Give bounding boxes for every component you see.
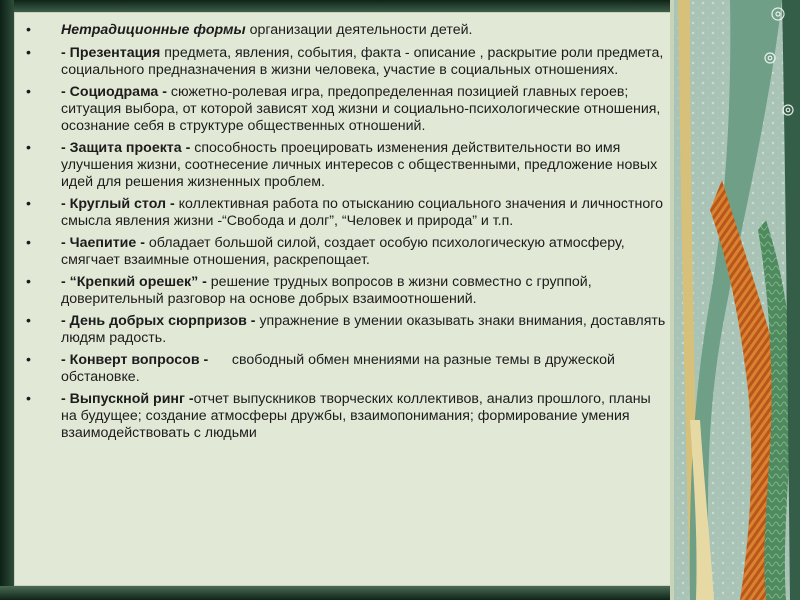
list-item xyxy=(26,391,668,442)
bullet-marker: • xyxy=(26,22,31,38)
item-text: коллективная работа по отысканию социального значения и личностного смысла явления жизни -“Свобода и долг”, “Человек и природа” и т.п. xyxy=(61,196,664,229)
item-heading: Нетрадиционные формы xyxy=(61,22,246,38)
item-text: обладает большой силой, создает особую психологическую атмосферу, смягчает взаимные отношения, раскрепощает. xyxy=(61,235,625,268)
item-heading: - Конверт вопросов - xyxy=(61,352,209,368)
bullet-marker: • xyxy=(26,196,31,212)
item-text: отчет выпускников творческих коллективов, анализ прошлого, планы на будущее; создание атмосферы дружбы, взаимопонимания; формирование умения взаимодействовать с людьми xyxy=(61,391,651,441)
bullet-marker: • xyxy=(26,391,31,407)
bullet-marker: • xyxy=(26,274,31,290)
content-area xyxy=(26,22,668,447)
item-text: свободный обмен мнениями на разные темы в дружеской обстановке. xyxy=(61,352,619,385)
bullet-marker: • xyxy=(26,352,31,368)
frame-left xyxy=(0,0,14,600)
list-item xyxy=(26,45,668,79)
list-item xyxy=(26,22,668,39)
bullet-list xyxy=(26,22,668,442)
item-text: упражнение в умении оказывать знаки внимания, доставлять людям радость. xyxy=(61,313,666,346)
item-heading: - Защита проекта - xyxy=(61,140,191,156)
bullet-marker: • xyxy=(26,84,31,100)
item-heading: - Чаепитие - xyxy=(61,235,145,251)
decorative-ribbon-art xyxy=(670,0,800,600)
item-heading: - День добрых сюрпризов - xyxy=(61,313,256,329)
item-text: организации деятельности детей. xyxy=(245,22,473,38)
bullet-marker: • xyxy=(26,235,31,251)
list-item xyxy=(26,84,668,135)
bullet-marker: • xyxy=(26,313,31,329)
list-item xyxy=(26,235,668,269)
list-item xyxy=(26,274,668,308)
bullet-marker: • xyxy=(26,140,31,156)
item-heading: - “Крепкий орешек” - xyxy=(61,274,207,290)
item-heading: - Круглый стол - xyxy=(61,196,175,212)
item-text: способность проецировать изменения действительности во имя улучшения жизни, соотнесение личных интересов с общественными, предложение новых идей для решения жизненных проблем. xyxy=(61,140,658,190)
list-item xyxy=(26,352,668,386)
list-item xyxy=(26,196,668,230)
item-text: сюжетно-ролевая игра, предопределенная позицией главных героев; ситуация выбора, от которой зависят ход жизни и социально-психологические отношения, осознание себя в структуре общественных отношений. xyxy=(61,84,661,134)
item-text: решение трудных вопросов в жизни совместно с группой, доверительный разговор на основе добрых взаимоотношений. xyxy=(61,274,592,307)
list-item xyxy=(26,140,668,191)
item-text: предмета, явления, события, факта - описание , раскрытие роли предмета, социального предназначения в жизни человека, участие в социальных отношениях. xyxy=(61,45,664,78)
item-heading: - Выпускной ринг - xyxy=(61,391,194,407)
bullet-marker: • xyxy=(26,45,31,61)
item-heading: - Презентация xyxy=(61,45,161,61)
item-heading: - Социодрама - xyxy=(61,84,167,100)
list-item xyxy=(26,313,668,347)
